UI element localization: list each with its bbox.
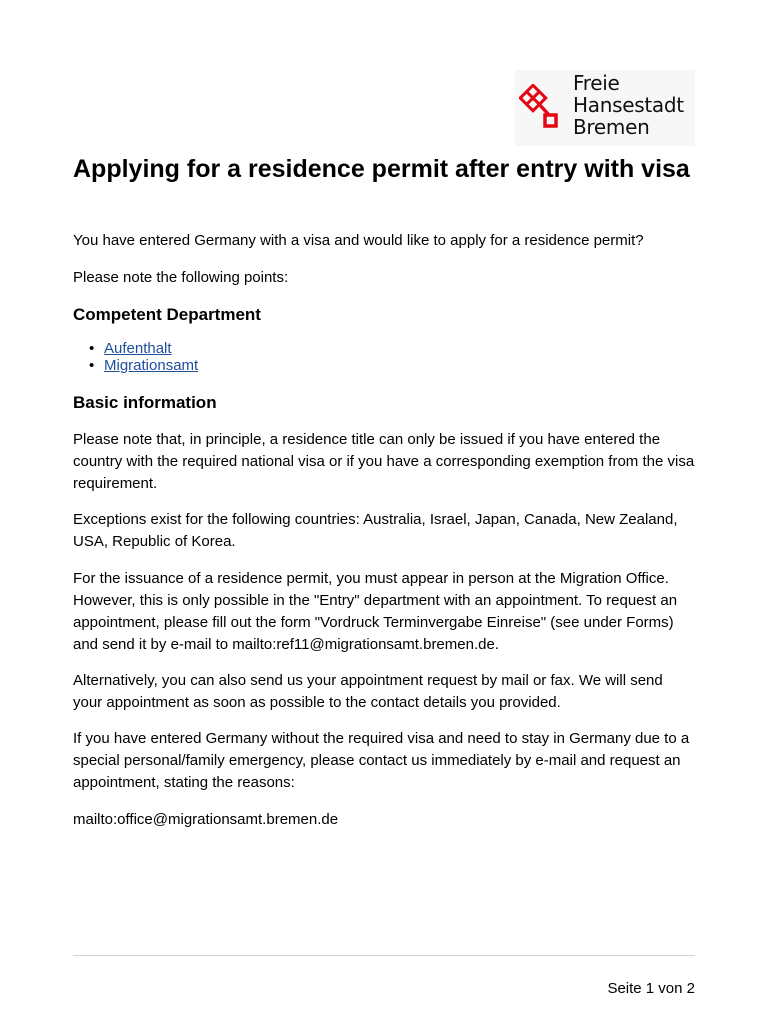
bremen-key-icon [519,84,563,136]
page-title: Applying for a residence permit after entry with visa [73,155,690,183]
list-item [73,357,198,374]
office-email-text: mailto:office@migrationsamt.bremen.de [73,811,339,828]
basic-paragraph-1: Please note that, in principle, a residence title can only be issued if you have entered the country with the required national visa or if you have a corresponding exemption from the visa requirement. [73,431,695,492]
department-link-list [73,340,198,374]
logo-wordmark [573,72,684,138]
link-aufenthalt[interactable]: Aufenthalt [104,340,172,357]
list-item [73,340,198,357]
basic-paragraph-4: Alternatively, you can also send us your appointment request by mail or fax. We will send your appointment as soon as possible to the contact details you provided. [73,672,663,711]
competent-department-heading: Competent Department [73,305,261,324]
page-number: Seite 1 von 2 [607,980,695,997]
logo-line-1: Freie [573,71,620,95]
intro-paragraph-1: You have entered Germany with a visa and would like to apply for a residence permit? [73,232,644,249]
bremen-logo [515,70,695,146]
intro-paragraph-2: Please note the following points: [73,269,289,286]
link-migrationsamt[interactable]: Migrationsamt [104,357,199,374]
logo-line-3: Bremen [573,115,650,139]
basic-paragraph-2: Exceptions exist for the following countries: Australia, Israel, Japan, Canada, New Zealand, USA, Republic of Korea. [73,511,678,550]
logo-line-2: Hansestadt [573,93,684,117]
footer-divider [73,955,695,956]
basic-information-heading: Basic information [73,393,217,412]
basic-paragraph-5: If you have entered Germany without the required visa and need to stay in Germany due to a special personal/family emergency, please contact us immediately by e-mail and request an appointment, stating the reasons: [73,730,690,791]
basic-paragraph-3: For the issuance of a residence permit, you must appear in person at the Migration Office. However, this is only possible in the "Entry" department with an appointment. To request an appointment, please fill out the form "Vordruck Terminvergabe Einreise" (see under Forms) and send it by e-mail to mailto:ref11@migrationsamt.bremen.de. [73,570,678,653]
